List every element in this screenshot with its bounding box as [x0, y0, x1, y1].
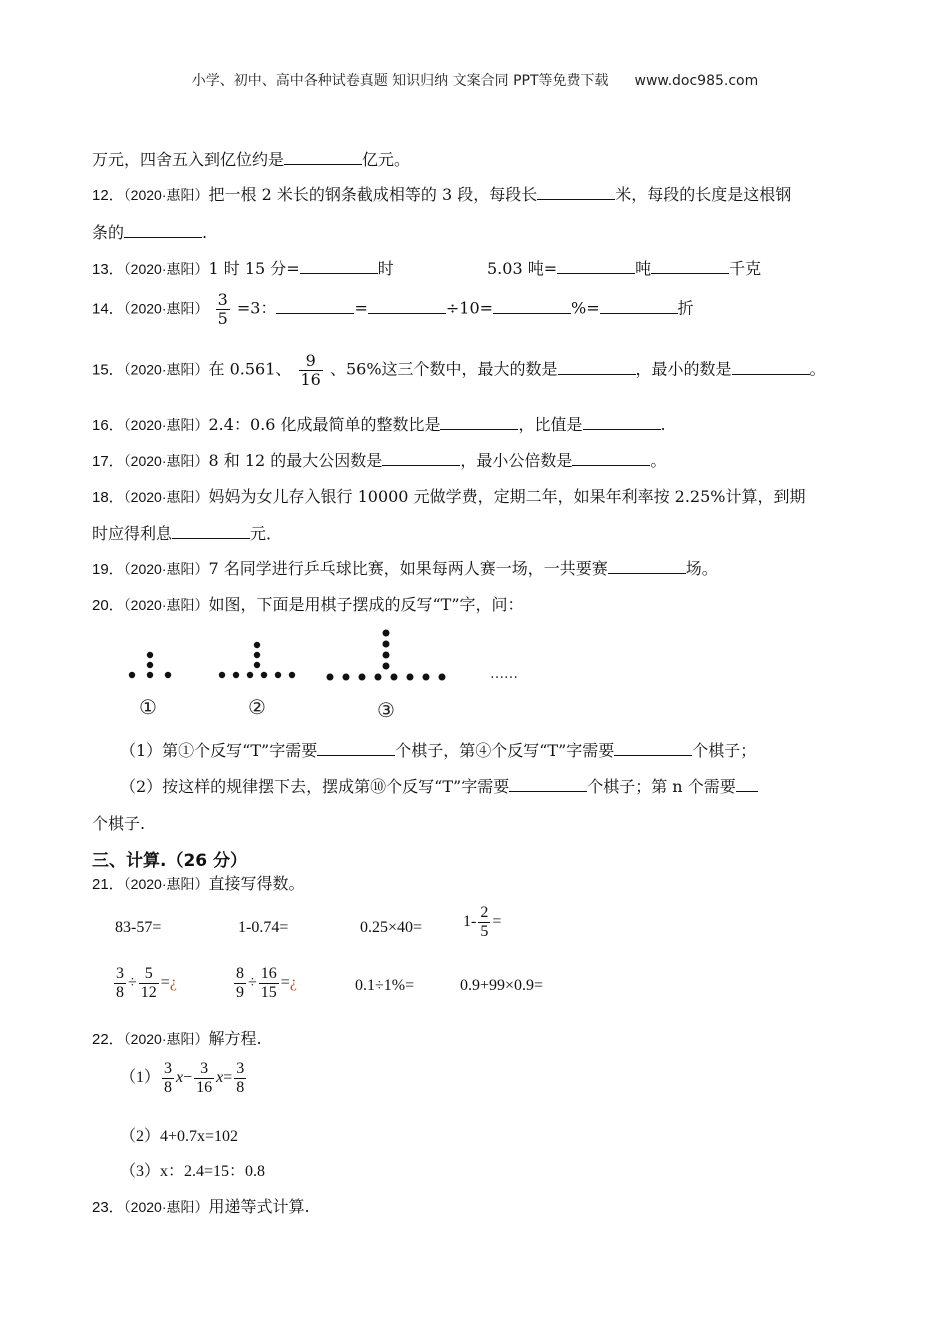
question-15: 15．（2020·惠阳）在 0.561、 $\frac{9}{16}$ 、56%这三个数中，最大的数是 ，最小的数是 。: [92, 351, 826, 389]
fraction-3-5: $\frac{3}{5}$: [217, 290, 228, 328]
question-20-part-2-cont: 个棋子.: [92, 814, 146, 833]
calc-2: 1-0.74=: [238, 919, 289, 936]
calc-1: 83-57=: [115, 919, 162, 936]
answer-blank[interactable]: [608, 559, 686, 574]
answer-blank[interactable]: [583, 415, 661, 430]
figure-label-1: ①: [139, 695, 157, 719]
pattern-3: [327, 630, 446, 681]
calc-6: $\frac{8}{9}$ ÷ $\frac{16}{15}$ =¿: [236, 965, 297, 1001]
question-23: 23．（2020·惠阳）用递等式计算.: [92, 1197, 310, 1216]
figure-ellipsis: ……: [490, 666, 518, 682]
answer-blank[interactable]: [317, 741, 395, 756]
answer-blank[interactable]: [614, 741, 692, 756]
answer-blank[interactable]: [651, 259, 729, 274]
line-q11-end: 万元，四舍五入到亿位约是 亿元。: [92, 150, 411, 169]
equation-2: （2）4+0.7x=102: [120, 1128, 239, 1145]
equation-3: （3）x：2.4=15：0.8: [120, 1163, 266, 1180]
page-header: [0, 70, 950, 90]
question-12-cont: 条的 .: [92, 223, 208, 242]
answer-blank[interactable]: [509, 777, 587, 792]
answer-blank[interactable]: [558, 360, 636, 375]
answer-blank[interactable]: [172, 524, 250, 539]
question-20-part-1: （1）第①个反写“T”字需要 个棋子，第④个反写“T”字需要 个棋子；: [120, 741, 757, 760]
answer-blank[interactable]: [300, 259, 378, 274]
calc-4: 1- $\frac{2}{5}$ =: [463, 904, 502, 940]
question-22: 22．（2020·惠阳）解方程.: [92, 1029, 262, 1048]
chess-pattern-figure: [110, 622, 540, 722]
question-16: 16．（2020·惠阳）2.4：0.6 化成最简单的整数比是 ，比值是 .: [92, 415, 666, 434]
question-12: 12．（2020·惠阳）把一根 2 米长的钢条截成相等的 3 段，每段长 米，每段的长度是这根钢: [92, 185, 792, 204]
calc-7: 0.1÷1%=: [355, 977, 415, 994]
answer-blank[interactable]: [124, 223, 202, 238]
calc-5: $\frac{3}{8}$ ÷ $\frac{5}{12}$ =¿: [116, 965, 177, 1001]
question-20-part-2: （2）按这样的规律摆下去，摆成第⑩个反写“T”字需要 个棋子；第 n 个需要: [120, 774, 758, 797]
calc-3: 0.25×40=: [360, 919, 423, 936]
answer-blank[interactable]: [493, 299, 571, 314]
answer-blank[interactable]: [736, 777, 758, 792]
answer-blank[interactable]: [368, 299, 446, 314]
question-13-b: 5.03 吨= 吨 千克: [487, 259, 762, 278]
answer-blank[interactable]: [572, 451, 650, 466]
header-text: 小学、初中、高中各种试卷真题 知识归纳 文案合同 PPT等免费下载: [191, 73, 609, 89]
equation-1: （1） $\frac{3}{8}$ x− $\frac{3}{16}$ x= $\frac{3}{8}$: [120, 1060, 245, 1096]
question-20: 20．（2020·惠阳）如图，下面是用棋子摆成的反写“T”字，问：: [92, 595, 524, 614]
answer-blank[interactable]: [732, 360, 810, 375]
section-3-title: 三、计算.（26 分）: [92, 851, 248, 871]
answer-blank[interactable]: [284, 150, 362, 165]
question-18: 18．（2020·惠阳）妈妈为女儿存入银行 10000 元做学费，定期二年，如果年利率按 2.25%计算，到期: [92, 487, 806, 506]
answer-blank[interactable]: [600, 299, 678, 314]
pattern-1: [129, 652, 171, 678]
question-19: 19．（2020·惠阳）7 名同学进行乒乓球比赛，如果每两人赛一场，一共要赛 场。: [92, 559, 718, 578]
fraction-9-16: $\frac{9}{16}$: [300, 351, 321, 389]
answer-blank[interactable]: [440, 415, 518, 430]
question-14: 14．（2020·惠阳） $\frac{3}{5}$ =3： = ÷10= %= 折: [92, 290, 694, 328]
pattern-2: [219, 642, 295, 678]
answer-blank[interactable]: [382, 451, 460, 466]
question-21: 21．（2020·惠阳）直接写得数。: [92, 874, 305, 893]
question-17: 17．（2020·惠阳）8 和 12 的最大公因数是 ，最小公倍数是 。: [92, 451, 667, 470]
question-18-cont: 时应得利息 元．: [92, 524, 283, 543]
figure-label-2: ②: [248, 695, 266, 719]
answer-blank[interactable]: [276, 299, 354, 314]
question-13: 13．（2020·惠阳）1 时 15 分= 时: [92, 259, 394, 278]
calc-8: 0.9+99×0.9=: [460, 977, 544, 994]
answer-blank[interactable]: [557, 259, 635, 274]
figure-label-3: ③: [377, 698, 395, 722]
answer-blank[interactable]: [537, 185, 615, 200]
header-site: www.doc985.com: [634, 73, 759, 89]
